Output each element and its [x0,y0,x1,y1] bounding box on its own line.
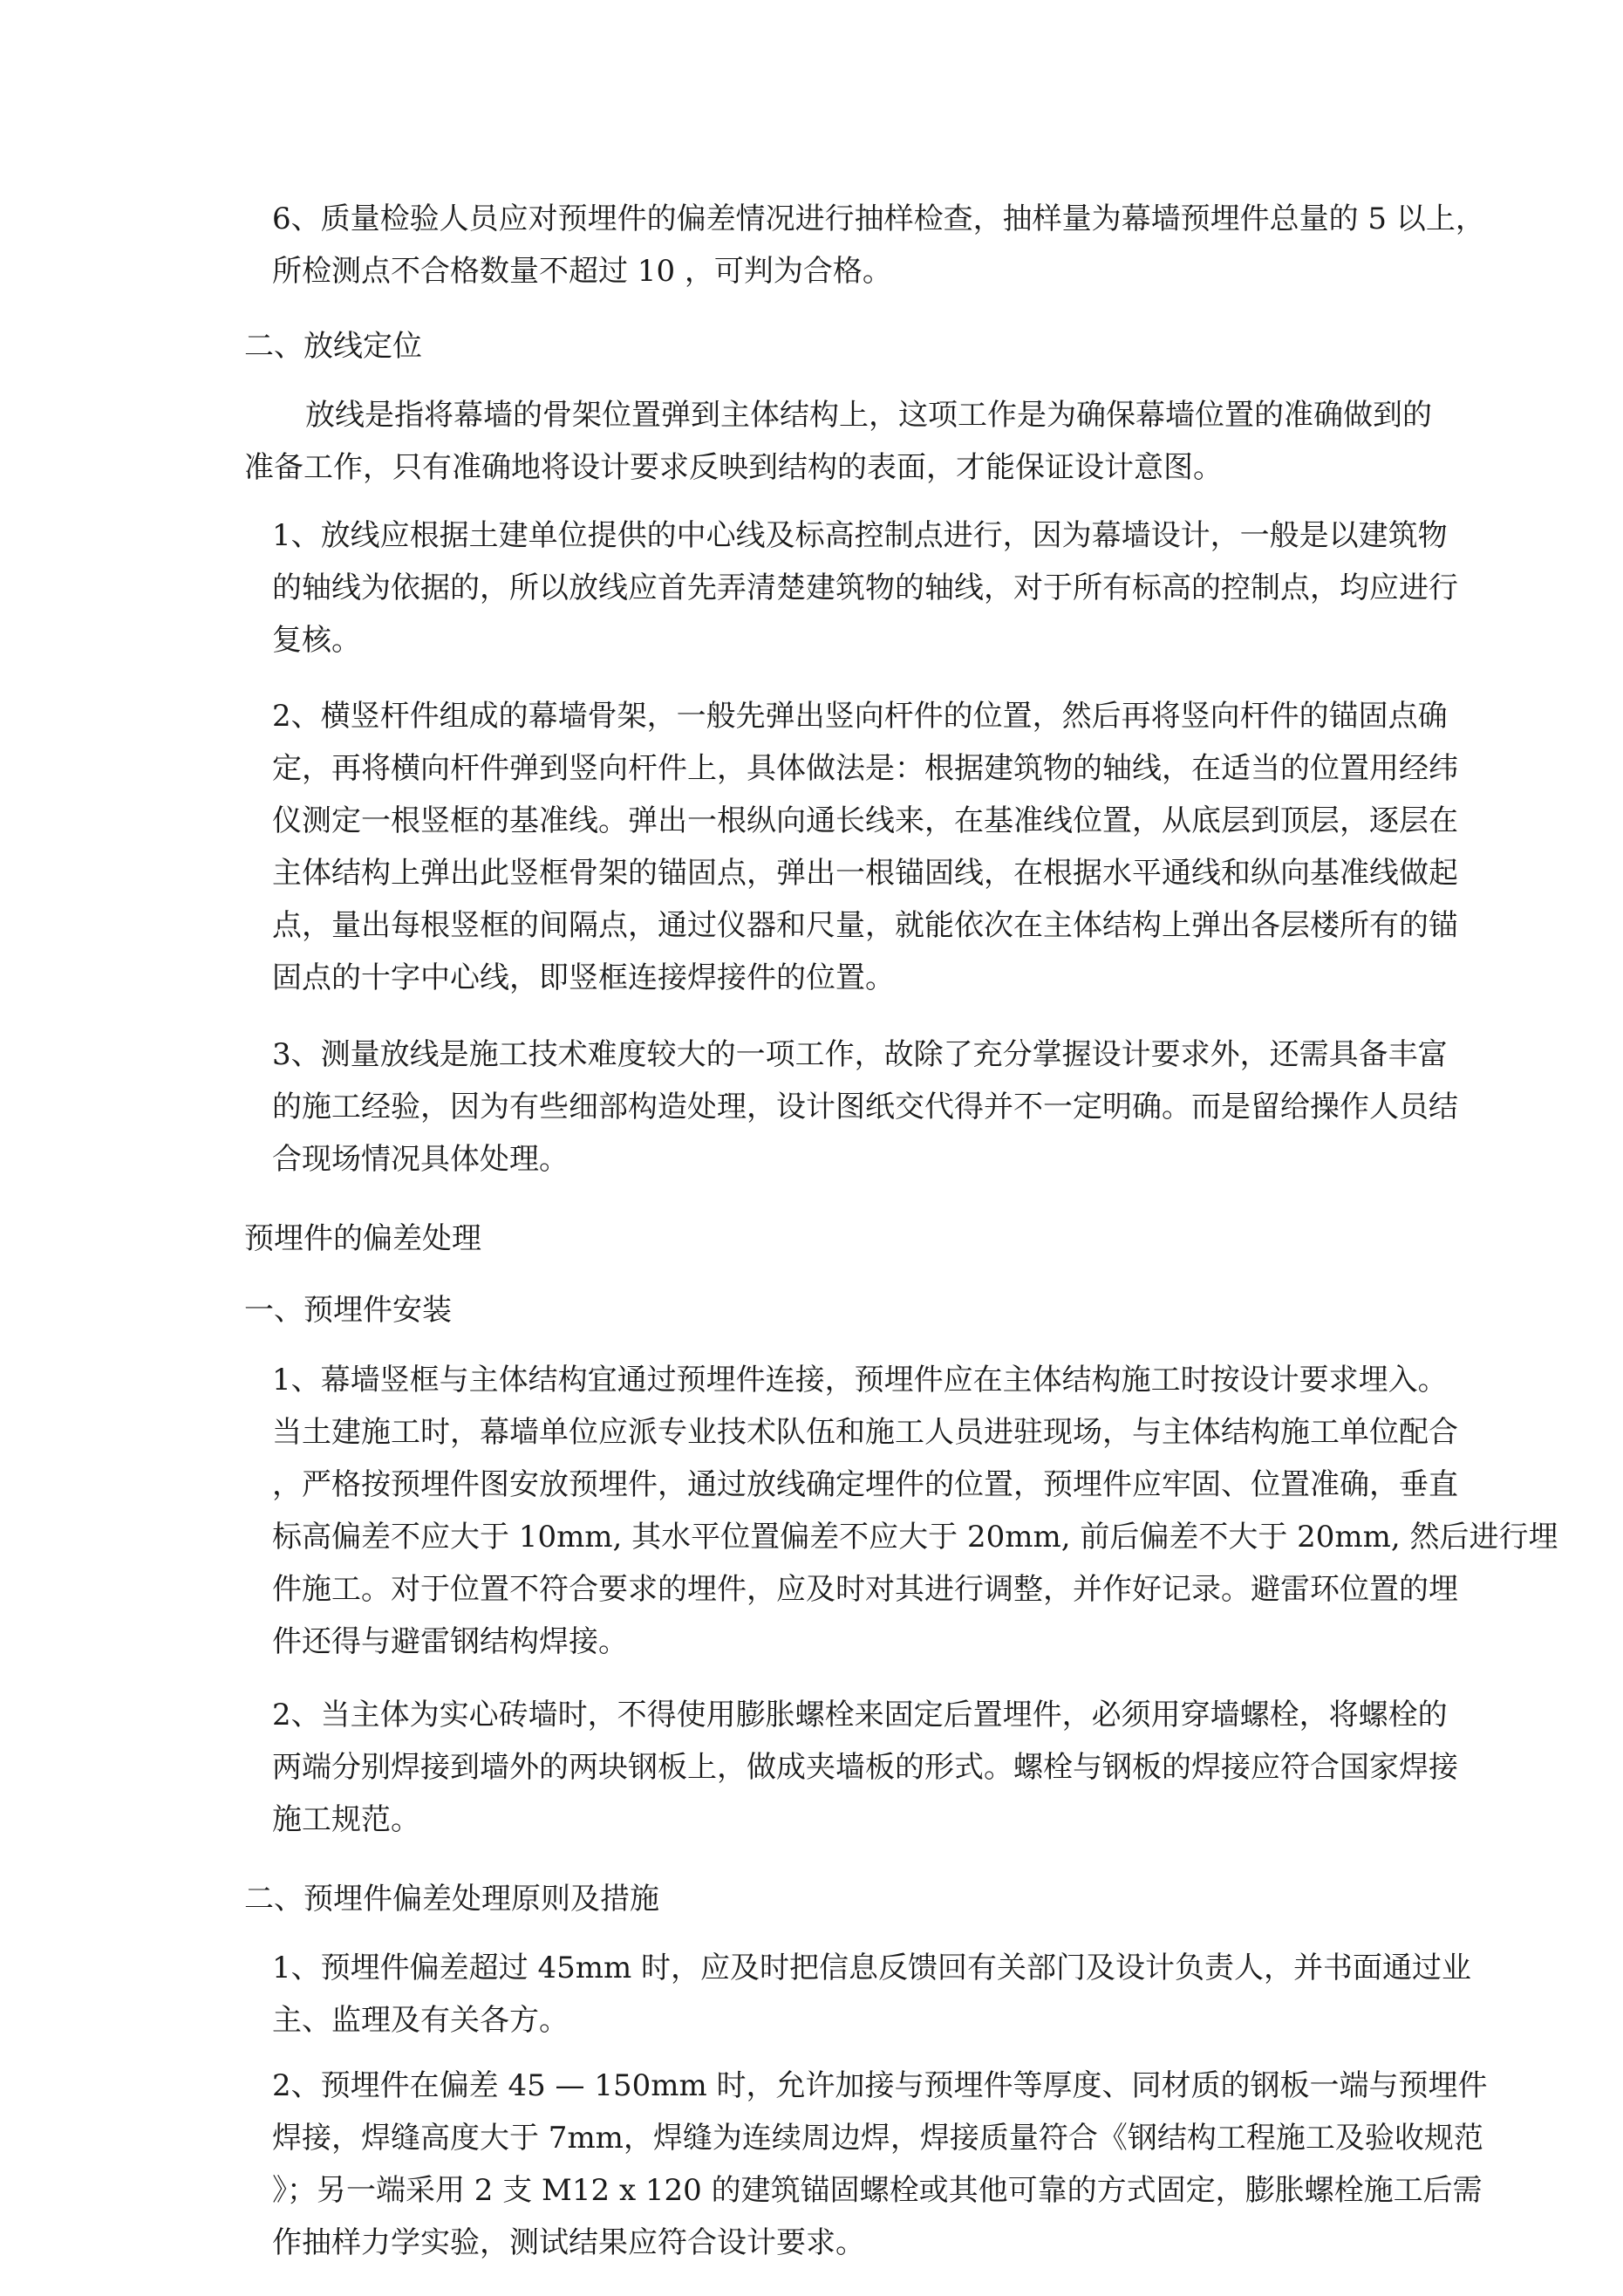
text-line: 件还得与避雷钢结构焊接。 [272,1624,628,1659]
text-line: ，严格按预埋件图安放预埋件，通过放线确定埋件的位置，预埋件应牢固、位置准确，垂直 [272,1467,1458,1502]
text-line: 3、测量放线是施工技术难度较大的一项工作，故除了充分掌握设计要求外，还需具备丰富 [272,1037,1448,1072]
text-line: 主、监理及有关各方。 [272,2003,569,2038]
paragraph-deviation-item-2 [0,2060,1488,2269]
text-line: 1、预埋件偏差超过 45mm 时，应及时把信息反馈回有关部门及设计负责人，并书面通过业 [272,1951,1471,1985]
text-line: 6、质量检验人员应对预埋件的偏差情况进行抽样检查，抽样量为幕墙预埋件总量的 5 以上， [272,202,1485,236]
text-line: 作抽样力学实验，测试结果应符合设计要求。 [272,2225,865,2260]
text-line: 点，量出每根竖框的间隔点，通过仪器和尺量，就能依次在主体结构上弹出各层楼所有的锚 [272,908,1458,943]
text-line: 2、当主体为实心砖墙时，不得使用膨胀螺栓来固定后置埋件，必须用穿墙螺栓，将螺栓的 [272,1698,1448,1732]
text-line: 施工规范。 [272,1802,420,1837]
text-line: 1、放线应根据土建单位提供的中心线及标高控制点进行，因为幕墙设计，一般是以建筑物 [272,518,1448,553]
text-line: 的施工经验，因为有些细部构造处理，设计图纸交代得并不一定明确。而是留给操作人员结 [272,1090,1458,1124]
text-line: 准备工作，只有准确地将设计要求反映到结构的表面，才能保证设计意图。 [244,450,1223,485]
text-line: 1、幕墙竖框与主体结构宜通过预埋件连接，预埋件应在主体结构施工时按设计要求埋入。 [272,1363,1448,1397]
section-heading-deviation-principles: 二、预埋件偏差处理原则及措施 [244,1882,659,1917]
text-line: 标高偏差不应大于 10mm, 其水平位置偏差不应大于 20mm, 前后偏差不大于 20mm, 然后进行埋 [272,1520,1558,1555]
text-line: 2、预埋件在偏差 45 — 150mm 时，允许加接与预埋件等厚度、同材质的钢板一端与预埋件 [272,2068,1488,2103]
paragraph-layout-item-3 [0,1028,1458,1186]
paragraph-layout-item-1 [0,509,1458,666]
paragraph-quality-inspection [0,193,1485,297]
section-heading-embedded-parts-deviation: 预埋件的偏差处理 [244,1221,481,1256]
text-line: 2、横竖杆件组成的幕墙骨架，一般先弹出竖向杆件的位置，然后再将竖向杆件的锚固点确 [272,699,1448,734]
text-line: 定，再将横向杆件弹到竖向杆件上，具体做法是：根据建筑物的轴线，在适当的位置用经纬 [272,751,1458,786]
section-heading-layout-positioning: 二、放线定位 [244,329,422,364]
paragraph-deviation-item-1 [0,1942,1471,2047]
paragraph-layout-item-2 [0,690,1458,1004]
paragraph-layout-intro [0,389,1432,494]
text-line: 焊接，焊缝高度大于 7mm，焊缝为连续周边焊，焊接质量符合《钢结构工程施工及验收规范 [272,2121,1483,2156]
text-line: 两端分别焊接到墙外的两块钢板上，做成夹墙板的形式。螺栓与钢板的焊接应符合国家焊接 [272,1750,1458,1785]
text-line: 放线是指将幕墙的骨架位置弹到主体结构上，这项工作是为确保幕墙位置的准确做到的 [305,398,1432,433]
text-line: 当土建施工时，幕墙单位应派专业技术队伍和施工人员进驻现场，与主体结构施工单位配合 [272,1415,1458,1450]
paragraph-installation-item-2 [0,1689,1458,1846]
text-line: 仪测定一根竖框的基准线。弹出一根纵向通长线来，在基准线位置，从底层到顶层，逐层在 [272,803,1458,838]
text-line: 件施工。对于位置不符合要求的埋件，应及时对其进行调整，并作好记录。避雷环位置的埋 [272,1572,1458,1607]
text-line: 所检测点不合格数量不超过 10 ，可判为合格。 [272,254,892,289]
text-line: 的轴线为依据的，所以放线应首先弄清楚建筑物的轴线，对于所有标高的控制点，均应进行 [272,571,1458,605]
text-line: 复核。 [272,623,361,658]
section-heading-embedded-parts-installation: 一、预埋件安装 [244,1293,452,1328]
text-line: 合现场情况具体处理。 [272,1142,569,1177]
paragraph-installation-item-1 [0,1354,1558,1668]
text-line: 固点的十字中心线，即竖框连接焊接件的位置。 [272,960,895,995]
text-line: 》；另一端采用 2 支 M12 x 120 的建筑锚固螺栓或其他可靠的方式固定，膨胀螺栓施工后需 [272,2173,1483,2208]
text-line: 主体结构上弹出此竖框骨架的锚固点，弹出一根锚固线，在根据水平通线和纵向基准线做起 [272,856,1458,891]
